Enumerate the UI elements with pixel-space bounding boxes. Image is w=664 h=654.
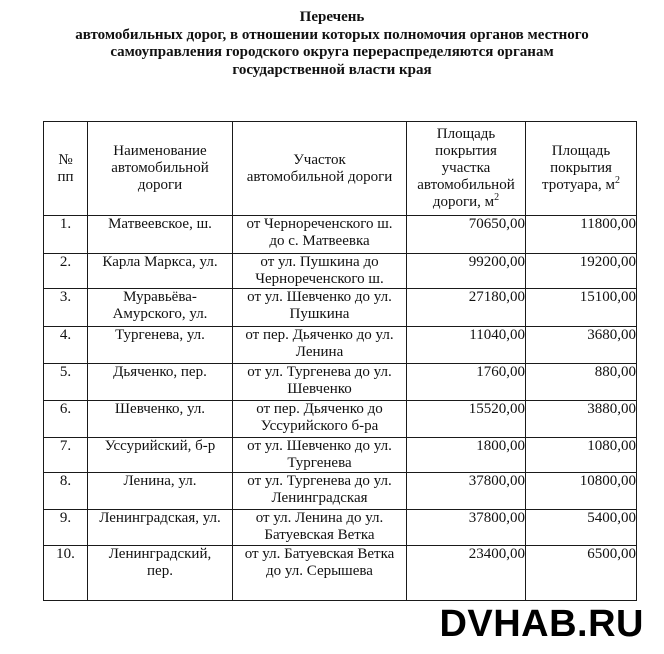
cell-name: Муравьёва-Амурского, ул. <box>88 289 233 327</box>
cell-section: от ул. Пушкина до Чернореченского ш. <box>233 254 407 289</box>
cell-num: 5. <box>44 364 88 401</box>
cell-area: 37800,00 <box>407 510 526 546</box>
cell-num: 4. <box>44 327 88 364</box>
title-line-4: государственной власти края <box>232 61 432 78</box>
cell-section: от ул. Шевченко до ул. Тургенева <box>233 438 407 473</box>
cell-area: 70650,00 <box>407 216 526 254</box>
header-num: № пп <box>44 122 88 216</box>
cell-name: Карла Маркса, ул. <box>88 254 233 289</box>
cell-num: 10. <box>44 546 88 601</box>
table-row <box>44 473 637 510</box>
cell-walk: 880,00 <box>526 364 637 401</box>
cell-section: от ул. Батуевская Ветка до ул. Серышева <box>233 546 407 601</box>
title-line-1: Перечень <box>299 9 365 25</box>
header-area: Площадь покрытия участка автомобильной дороги, $м^2$ <box>407 122 526 216</box>
cell-area: 23400,00 <box>407 546 526 601</box>
cell-walk: 19200,00 <box>526 254 637 289</box>
cell-section: от пер. Дьяченко до ул. Ленина <box>233 327 407 364</box>
cell-name: Ленинградская, ул. <box>88 510 233 546</box>
header-section: Участок автомобильной дороги <box>233 122 407 216</box>
cell-num: 7. <box>44 438 88 473</box>
cell-area: 11040,00 <box>407 327 526 364</box>
cell-section: от пер. Дьяченко до Уссурийского б-ра <box>233 401 407 438</box>
document-title <box>0 9 664 79</box>
table-row <box>44 364 637 401</box>
site-watermark: DVHAB.RU <box>429 603 650 646</box>
cell-section: от ул. Тургенева до ул. Шевченко <box>233 364 407 401</box>
header-name: Наименование автомобильной дороги <box>88 122 233 216</box>
cell-area: 15520,00 <box>407 401 526 438</box>
cell-num: 6. <box>44 401 88 438</box>
table-header-row <box>44 122 637 216</box>
table-row <box>44 289 637 327</box>
cell-num: 8. <box>44 473 88 510</box>
title-line-3: самоуправления городского округа перераспределяются органам <box>110 44 554 60</box>
cell-name: Ленинградский, пер. <box>88 546 233 601</box>
cell-walk: 3880,00 <box>526 401 637 438</box>
cell-name: Тургенева, ул. <box>88 327 233 364</box>
cell-num: 1. <box>44 216 88 254</box>
table-row <box>44 216 637 254</box>
cell-area: 27180,00 <box>407 289 526 327</box>
cell-area: 1760,00 <box>407 364 526 401</box>
cell-walk: 6500,00 <box>526 546 637 601</box>
cell-section: от ул. Тургенева до ул. Ленинградская <box>233 473 407 510</box>
cell-name: Ленина, ул. <box>88 473 233 510</box>
roads-table <box>43 121 637 601</box>
table-row <box>44 401 637 438</box>
cell-num: 9. <box>44 510 88 546</box>
header-walk: Площадь покрытия тротуара, $м^2$ <box>526 122 637 216</box>
cell-walk: 1080,00 <box>526 438 637 473</box>
table-row <box>44 327 637 364</box>
cell-area: 1800,00 <box>407 438 526 473</box>
cell-walk: 15100,00 <box>526 289 637 327</box>
table-row <box>44 546 637 601</box>
cell-name: Матвеевское, ш. <box>88 216 233 254</box>
cell-name: Шевченко, ул. <box>88 401 233 438</box>
cell-walk: 3680,00 <box>526 327 637 364</box>
cell-area: 37800,00 <box>407 473 526 510</box>
cell-num: 2. <box>44 254 88 289</box>
cell-name: Уссурийский, б-р <box>88 438 233 473</box>
cell-num: 3. <box>44 289 88 327</box>
table-row <box>44 254 637 289</box>
table-row <box>44 438 637 473</box>
cell-walk: 5400,00 <box>526 510 637 546</box>
cell-area: 99200,00 <box>407 254 526 289</box>
cell-name: Дьяченко, пер. <box>88 364 233 401</box>
cell-walk: 10800,00 <box>526 473 637 510</box>
title-line-2: автомобильных дорог, в отношении которых полномочия органов местного <box>75 26 589 43</box>
cell-section: от ул. Шевченко до ул. Пушкина <box>233 289 407 327</box>
cell-section: от ул. Ленина до ул. Батуевская Ветка <box>233 510 407 546</box>
cell-section: от Чернореченского ш. до с. Матвеевка <box>233 216 407 254</box>
cell-walk: 11800,00 <box>526 216 637 254</box>
table-row <box>44 510 637 546</box>
